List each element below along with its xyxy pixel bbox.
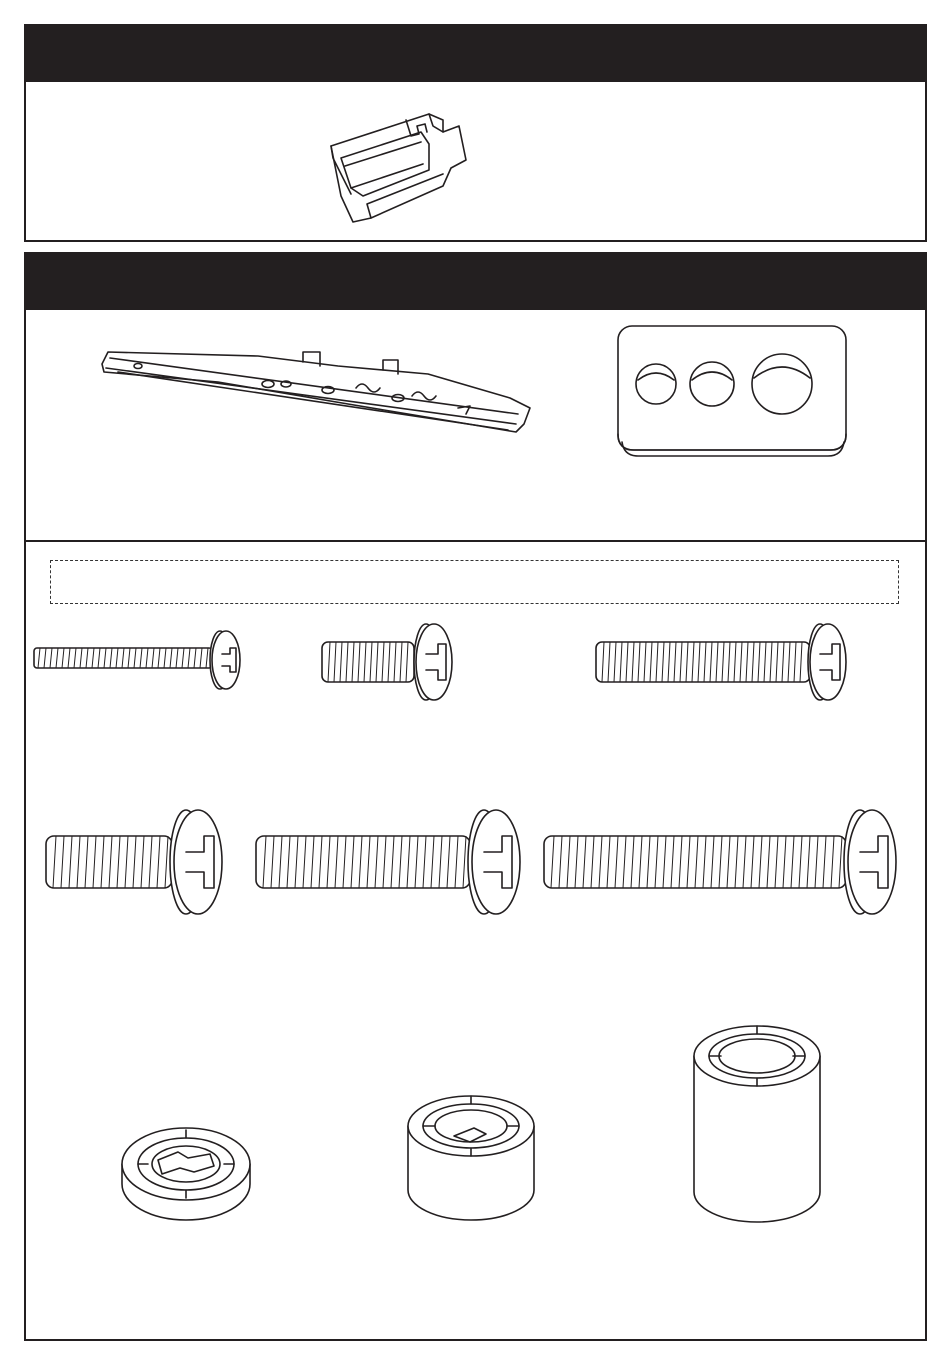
spacer-plate-icon <box>616 322 856 462</box>
cylindrical-spacer-icon <box>690 1016 824 1226</box>
mounting-rail-icon <box>98 344 538 444</box>
cylindrical-spacer-icon <box>404 1090 538 1224</box>
phillips-screw-icon <box>30 628 246 694</box>
phillips-screw-icon <box>252 806 528 918</box>
panel-header-middle <box>26 254 925 310</box>
parts-panel-top <box>24 24 927 242</box>
phillips-screw-icon <box>540 806 904 918</box>
parts-panel-middle <box>24 252 927 542</box>
cylindrical-spacer-icon <box>118 1124 254 1224</box>
phillips-screw-icon <box>42 806 228 918</box>
phillips-screw-icon <box>318 620 462 704</box>
panel-header-top <box>26 26 925 82</box>
phillips-screw-icon <box>592 620 856 704</box>
cable-clip-icon <box>311 96 471 231</box>
hardware-note-box <box>50 560 899 604</box>
